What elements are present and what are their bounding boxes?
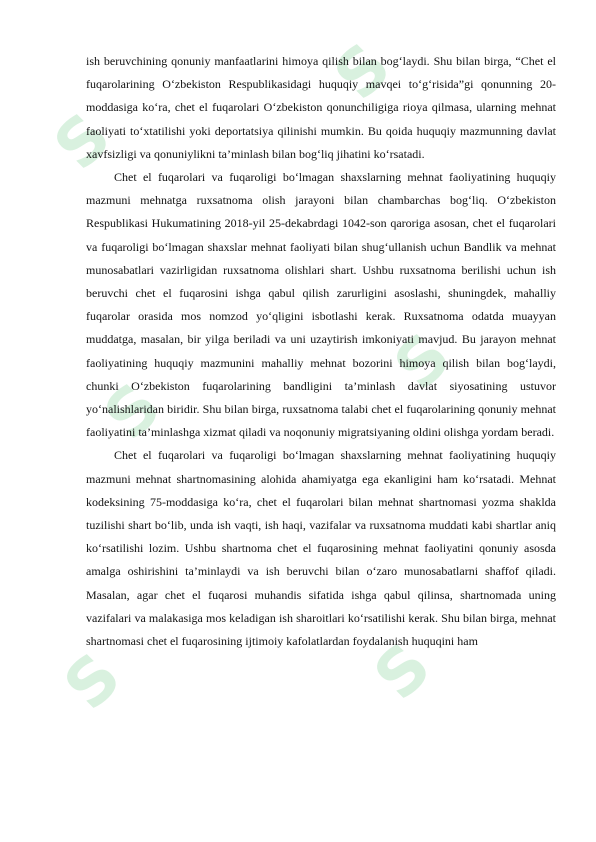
watermark-logo: S	[50, 639, 136, 725]
paragraph-2: Chet el fuqarolari va fuqaroligi bo‘lmagan shaxslarning mehnat faoliyatining huquqiy mazmuni mehnatga ruxsatnoma olish jarayoni bilan chambarchas bog‘liq. O‘zbekiston Respublikasi Hukumatining 2018-yil 25-dekabrdagi 1042-son qaroriga asosan, chet el fuqarolari va fuqaroligi bo‘lmagan shaxslar mehnat faoliyati bilan shug‘ullanish uchun Bandlik va mehnat munosabatlari vazirligidan ruxsatnoma olishlari shart. Ushbu ruxsatnoma berilishi uchun ish beruvchi chet el fuqarosini ishga qabul qilish zarurligini asoslashi, shuningdek, mahalliy fuqarolar orasida mos nomzod yo‘qligini isbotlashi kerak. Ruxsatnoma odatda muayyan muddatga, masalan, bir yilga beriladi va uni uzaytirish imkoniyati mavjud. Bu jarayon mehnat faoliyatining huquqiy mazmunini mahalliy mehnat bozorini himoya qilish bilan bog‘laydi, chunki O‘zbekiston fuqarolarining bandligini ta’minlash davlat siyosatining ustuvor yo‘nalishlaridan biridir. Shu bilan birga, ruxsatnoma talabi chet el fuqarolarining qonuniy mehnat faoliyatini ta’minlashga xizmat qiladi va noqonuniy migratsiyaning oldini olishga yordam beradi.	[86, 170, 556, 440]
watermark-logo: S	[380, 319, 466, 405]
paragraph-1: ish beruvchining qonuniy manfaatlarini himoya qilish bilan bog‘laydi. Shu bilan birga, “Chet el fuqarolarining O‘zbekiston Respublikasidagi huquqiy mavqei to‘g‘risida”gi qonunning 20-moddasiga ko‘ra, chet el fuqarolari O‘zbekiston qonunchiligiga rioya qilmasa, ularning mehnat faoliyati to‘xtatilishi yoki deportatsiya qilinishi mumkin. Bu qoida huquqiy mazmunning davlat xavfsizligi va qonuniylikni ta’minlash bilan bog‘liq jihatini ko‘rsatadi.	[86, 54, 556, 161]
watermark-logo: S	[40, 99, 126, 185]
watermark-logo: S	[90, 369, 176, 455]
watermark-logo: S	[360, 629, 446, 715]
paragraph-3: Chet el fuqarolari va fuqaroligi bo‘lmagan shaxslarning mehnat faoliyatining huquqiy mazmuni mehnat shartnomasining alohida ahamiyatga ega ekanligini ham ko‘rsatadi. Mehnat kodeksining 75-moddasiga ko‘ra, chet el fuqarolari bilan mehnat shartnomasi yozma shaklda tuzilishi shart bo‘lib, unda ish vaqti, ish haqi, vazifalar va ruxsatnoma muddati kabi shartlar aniq ko‘rsatilishi lozim. Ushbu shartnoma chet el fuqarosining mehnat faoliyatini qonuniy asosda amalga oshirishini ta’minlaydi va ish beruvchi bilan o‘zaro munosabatlarni shaffof qiladi. Masalan, agar chet el fuqarosi muhandis sifatida ishga qabul qilinsa, shartnomada uning vazifalari va malakasiga mos keladigan ish sharoitlari ko‘rsatilishi kerak. Shu bilan birga, mehnat shartnomasi chet el fuqarosining ijtimoiy kafolatlardan foydalanish huquqini ham	[86, 448, 556, 649]
watermark-logo: S	[320, 29, 406, 115]
document-body	[86, 50, 556, 653]
